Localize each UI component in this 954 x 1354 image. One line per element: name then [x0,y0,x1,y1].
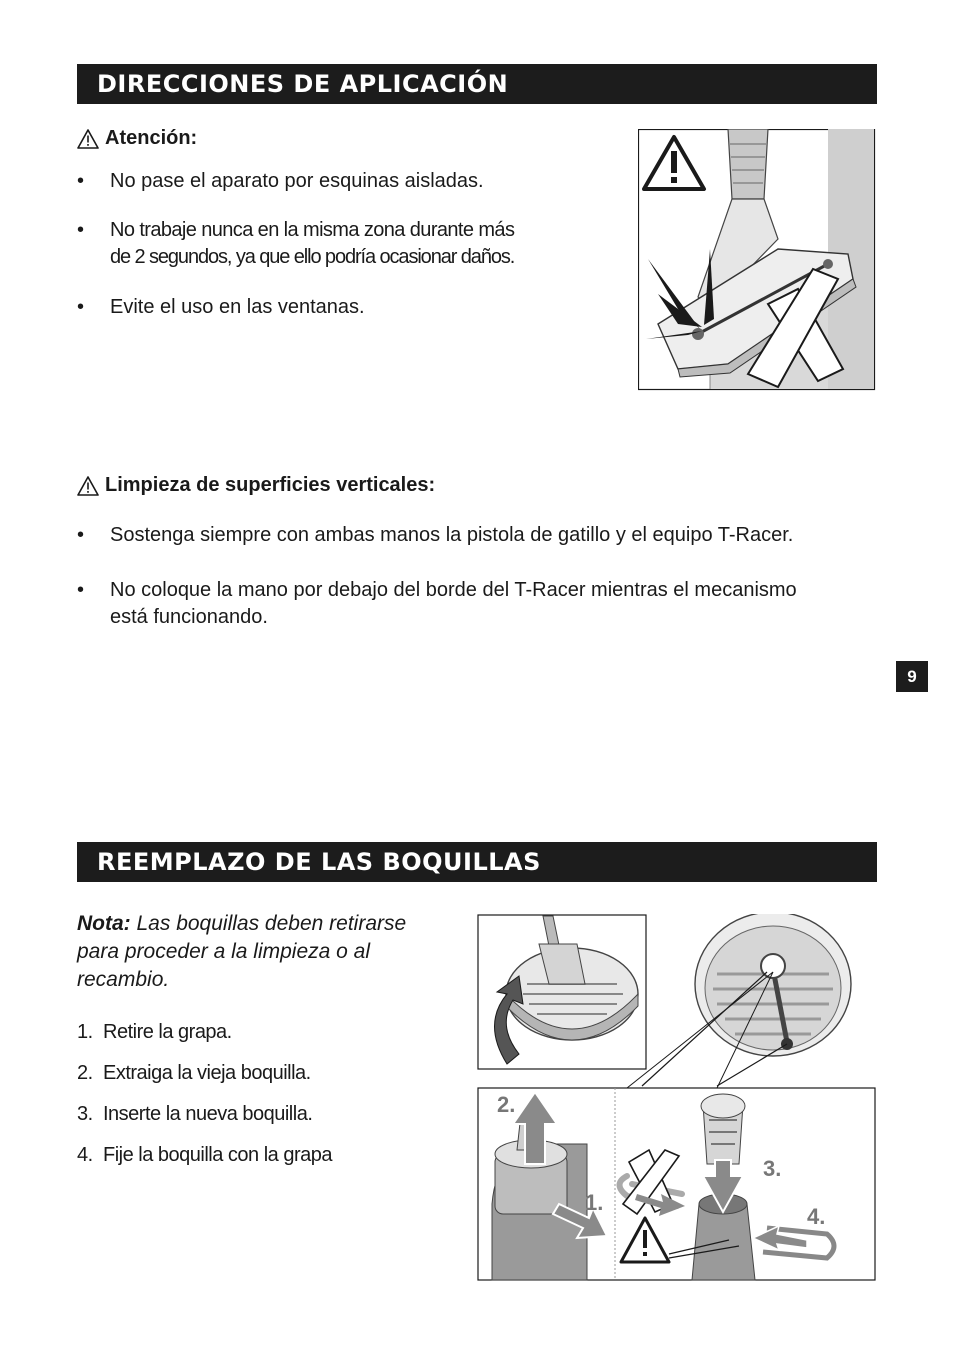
attention-heading-label: Atención: [105,127,198,149]
corner-warning-illustration [638,129,876,391]
figure-label-4: 4. [807,1204,826,1229]
warning-triangle-icon [77,129,99,149]
section-title-direcciones: DIRECCIONES DE APLICACIÓN [77,64,877,104]
attention-item: • No pase el aparato por esquinas aisladas. [77,170,484,192]
attention-heading [77,127,197,150]
vertical-cleaning-heading-label: Limpieza de superficies verticales: [105,474,436,496]
note-label: Nota: [77,912,131,935]
warning-triangle-icon [77,476,99,496]
nozzle-replacement-illustration [477,914,877,1282]
vertical-item: • Sostenga siempre con ambas manos la pistola de gatillo y el equipo T-Racer. [77,524,794,546]
step-item: 4. Fije la boquilla con la grapa [77,1144,332,1166]
attention-item: • No trabaje nunca en la misma zona durante más de 2 segundos, ya que ello podría ocasionar daños. [77,219,515,268]
step-item: 2. Extraiga la vieja boquilla. [77,1062,311,1084]
note-text: Las boquillas deben retirarse para proceder a la limpieza o al recambio. [77,912,407,991]
attention-item: • Evite el uso en las ventanas. [77,296,365,318]
vertical-cleaning-heading [77,474,435,497]
page-number: 9 [896,661,928,692]
nozzle-note [77,910,407,994]
step-item: 1. Retire la grapa. [77,1021,232,1043]
figure-label-2: 2. [497,1092,516,1117]
figure-label-1: 1. [585,1190,604,1215]
step-item: 3. Inserte la nueva boquilla. [77,1103,313,1125]
vertical-item: • No coloque la mano por debajo del borde del T-Racer mientras el mecanismo está funcionando. [77,579,797,628]
figure-label-3: 3. [763,1156,782,1181]
section-title-reemplazo: REEMPLAZO DE LAS BOQUILLAS [77,842,877,882]
